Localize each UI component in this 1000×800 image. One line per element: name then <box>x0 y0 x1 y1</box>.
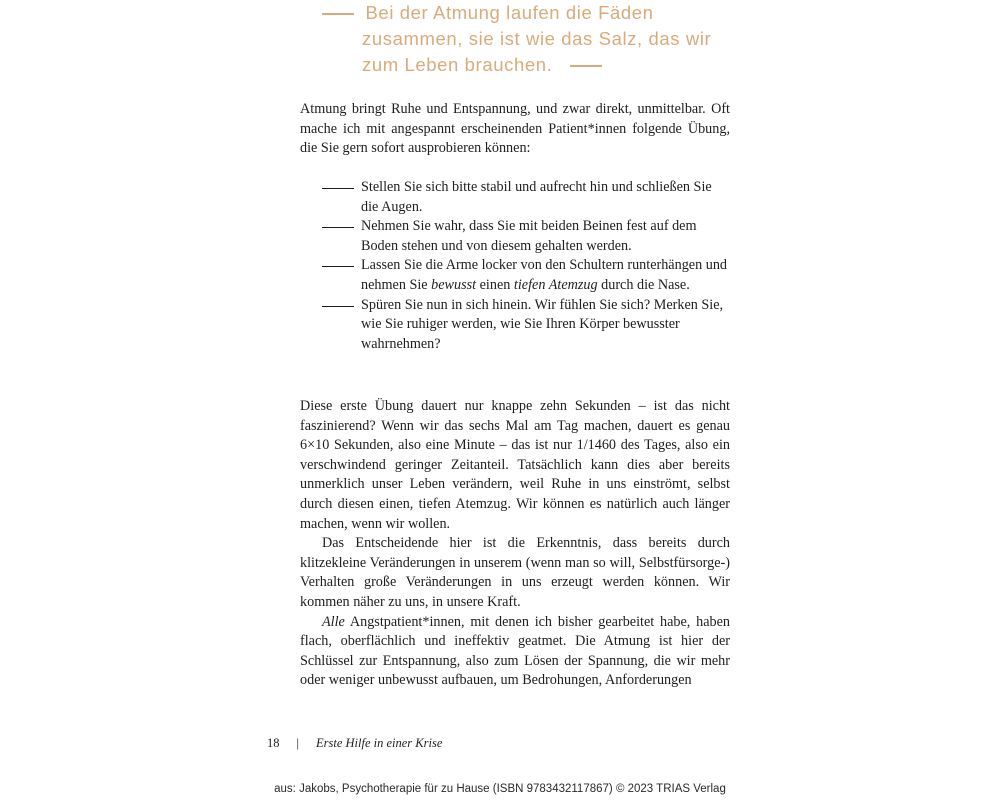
paragraph-exercise-duration: Diese erste Übung dauert nur knappe zehn Sekunden – ist das nicht faszinierend? Wenn wir das sechs Mal am Tag machen, dauert es genau 6×10 Sekunden, also eine Minute – das ist nur 1/1460 des Tages, also ein verschwindend geringer Zeitanteil. Tatsächlich kann dies aber bereits unmerklich unser Leben verändern, weil Ruhe in uns einströmt, selbst durch diesen einen, tiefen Atemzug. Wir können es natürlich auch länger machen, wenn wir wollen. <box>300 398 730 532</box>
quote-line-3 <box>322 52 742 78</box>
page-number: 18 <box>267 736 280 750</box>
emphasis-tiefen-atemzug: tiefen Atemzug <box>513 276 598 293</box>
paragraph-anxiety-patients <box>300 613 730 691</box>
list-item-text: Stellen Sie sich bitte stabil und aufrecht hin und schließen Sie die Augen. <box>361 179 712 215</box>
emphasis-bewusst: bewusst <box>431 276 477 293</box>
quote-line-1 <box>322 0 742 26</box>
page-footer <box>267 735 442 751</box>
footer-separator: | <box>296 736 300 750</box>
quote-open-dash <box>322 13 354 15</box>
exercise-list <box>300 178 730 354</box>
quote-line-2 <box>322 26 742 52</box>
quote-text-3: zum Leben brauchen. <box>362 54 553 75</box>
list-dash <box>322 188 354 189</box>
quote-close-dash <box>570 65 602 67</box>
paragraph-small-changes: Das Entscheidende hier ist die Erkenntnis, dass bereits durch klitzekleine Veränderungen in unserem (wenn man so will, Selbstfürsorge-) Verhalten große Veränderungen in uns erzeugt werden können. Wir kommen näher zu uns, in unsere Kraft. <box>300 535 730 610</box>
list-dash <box>322 227 354 228</box>
list-dash <box>322 266 354 267</box>
quote-text-2: zusammen, sie ist wie das Salz, das wir <box>362 28 712 49</box>
list-item <box>300 178 730 217</box>
pull-quote <box>322 0 742 78</box>
body-section <box>300 397 730 691</box>
paragraph-anxiety-text: Angstpatient*innen, mit denen ich bisher gearbeitet habe, haben flach, oberflächlich und ineffektiv geatmet. Die Atmung ist hier der Schlüssel zur Entspannung, also zum Lösen der Spannung, die wir mehr oder weniger unbewusst aufbauen, um Bedrohungen, Anforderungen <box>300 613 730 689</box>
list-item-text: Nehmen Sie wahr, dass Sie mit beiden Beinen fest auf dem Boden stehen und von diesem gehalten werden. <box>361 218 697 254</box>
emphasis-alle: Alle <box>322 613 345 630</box>
list-item <box>300 217 730 256</box>
list-item-text: Spüren Sie nun in sich hinein. Wir fühlen Sie sich? Merken Sie, wie Sie ruhiger werden, wie Sie Ihren Körper bewusster wahrnehmen? <box>361 296 724 352</box>
list-item-text: durch die Nase. <box>597 276 690 293</box>
list-item <box>300 256 730 295</box>
source-citation: aus: Jakobs, Psychotherapie für zu Hause (ISBN 9783432117867) © 2023 TRIAS Verlag <box>274 783 726 795</box>
section-title: Erste Hilfe in einer Krise <box>316 736 443 750</box>
list-item-text: einen <box>476 276 514 293</box>
quote-text-1: Bei der Atmung laufen die Fäden <box>365 2 654 23</box>
list-item <box>300 296 730 355</box>
list-dash <box>322 306 354 307</box>
paragraph-intro: Atmung bringt Ruhe und Entspannung, und zwar direkt, unmittelbar. Oft mache ich mit angespannt erscheinenden Patient*innen folgende Übung, die Sie gern sofort ausprobieren können: <box>300 101 730 157</box>
list-item-text: Lassen Sie die Arme locker von den Schultern runterhängen und nehmen Sie <box>361 257 728 293</box>
